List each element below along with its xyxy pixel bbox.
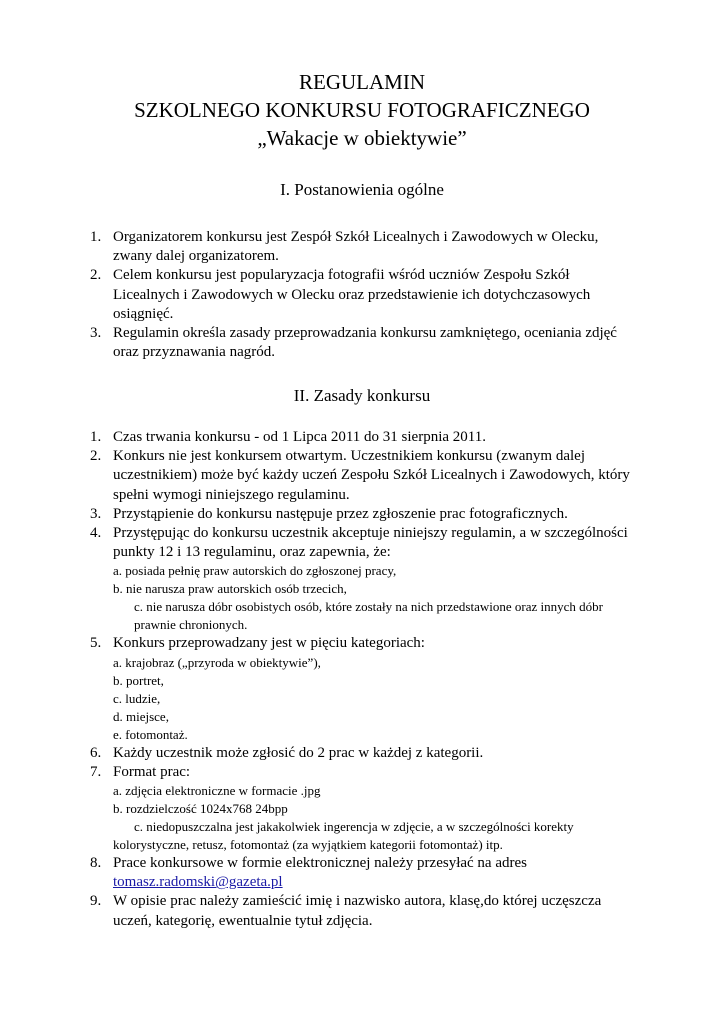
sub-list-item: b. rozdzielczość 1024x768 24bpp xyxy=(113,801,288,817)
list-item xyxy=(0,892,633,930)
item-number: 4. xyxy=(90,525,102,542)
item-number: 1. xyxy=(90,229,102,245)
item-text: Prace konkursowe w formie elektronicznej należy przesyłać na adres xyxy=(113,855,527,872)
section-2-heading: II. Zasady konkursu xyxy=(293,386,431,405)
item-text: Konkurs nie jest konkursem otwartym. Uczestnikiem konkursu (zwanym dalej uczestnikiem) może być każdy uczeń Zespołu Szkół Licealnych i Zawodowych, który spełni wymogi niniejszego regulaminu. xyxy=(113,448,630,503)
item-text: Czas trwania konkursu - od 1 Lipca 2011 do 31 sierpnia 2011. xyxy=(113,429,486,445)
section-1-heading: I. Postanowienia ogólne xyxy=(280,180,444,199)
list-item xyxy=(0,744,633,763)
list-item xyxy=(0,505,633,524)
item-text: Przystąpienie do konkursu następuje przez zgłoszenie prac fotograficznych. xyxy=(113,505,568,522)
title-line-1: REGULAMIN xyxy=(299,70,425,94)
list-item xyxy=(0,524,633,634)
item-text: Przystępując do konkursu uczestnik akceptuje niniejszy regulamin, a w szczególności punkty 12 i 13 regulaminu, oraz zapewnia, że: xyxy=(113,525,628,561)
section-2-list xyxy=(0,428,633,931)
item-number: 5. xyxy=(90,635,102,652)
list-item xyxy=(0,447,633,505)
sub-list-item: b. portret, xyxy=(113,672,164,688)
list-item xyxy=(0,634,633,743)
list-item xyxy=(0,428,633,447)
item-number: 6. xyxy=(90,744,102,761)
item-text: W opisie prac należy zamieścić imię i nazwisko autora, klasę,do której uczęszcza uczeń, kategorię, ewentualnie tytuł zdjęcia. xyxy=(113,893,602,929)
item-text: Organizatorem konkursu jest Zespół Szkół Licealnych i Zawodowych w Olecku, zwany dalej organizatorem. xyxy=(113,229,599,265)
list-item xyxy=(0,763,633,854)
list-item xyxy=(0,324,633,362)
item-number: 2. xyxy=(90,267,102,284)
item-text: Każdy uczestnik może zgłosić do 2 prac w każdej z kategorii. xyxy=(113,744,484,761)
sub-list-item: c. ludzie, xyxy=(113,690,161,706)
list-item xyxy=(0,228,633,266)
item-text: Celem konkursu jest popularyzacja fotografii wśród uczniów Zespołu Szkół Licealnych i Zawodowych w Olecku oraz przedstawienie ich dotychczasowych osiągnięć. xyxy=(113,267,591,322)
sub-list-item: d. miejsce, xyxy=(113,708,169,724)
document-title xyxy=(0,68,724,152)
email-link[interactable]: tomasz.radomski@gazeta.pl xyxy=(113,874,283,891)
item-number: 1. xyxy=(90,429,102,445)
sub-list xyxy=(113,562,633,634)
item-number: 8. xyxy=(90,855,102,872)
sub-list xyxy=(113,782,633,854)
sub-list-item: a. posiada pełnię praw autorskich do zgłoszonej pracy, xyxy=(113,563,397,579)
sub-list-item: a. krajobraz („przyroda w obiektywie”), xyxy=(113,654,321,670)
item-number: 7. xyxy=(90,763,102,780)
item-number: 3. xyxy=(90,505,102,522)
title-line-2: SZKOLNEGO KONKURSU FOTOGRAFICZNEGO xyxy=(134,98,590,122)
list-item xyxy=(0,854,633,892)
sub-list-item: c. niedopuszczalna jest jakakolwiek ingerencja w zdjęcie, a w szczególności korekty kolorystyczne, retusz, fotomontaż (za wyjątkiem kategorii fotomontaż) itp. xyxy=(113,819,574,853)
item-number: 9. xyxy=(90,893,102,910)
sub-list-item: c. nie narusza dóbr osobistych osób, które zostały na nich przedstawione oraz innych dóbr prawnie chronionych. xyxy=(134,599,603,633)
item-number: 2. xyxy=(90,448,102,465)
sub-list-item: a. zdjęcia elektroniczne w formacie .jpg xyxy=(113,783,321,799)
item-text: Format prac: xyxy=(113,763,191,780)
list-item xyxy=(0,266,633,324)
item-number: 3. xyxy=(90,325,102,342)
item-text: Konkurs przeprowadzany jest w pięciu kategoriach: xyxy=(113,635,425,652)
section-1-list xyxy=(0,228,633,362)
sub-list xyxy=(113,654,633,744)
sub-list-item: e. fotomontaż. xyxy=(113,726,188,742)
sub-list-item: b. nie narusza praw autorskich osób trzecich, xyxy=(113,581,347,597)
item-text: Regulamin określa zasady przeprowadzania konkursu zamkniętego, oceniania zdjęć oraz przyznawania nagród. xyxy=(113,325,617,361)
title-line-3: „Wakacje w obiektywie” xyxy=(257,126,467,150)
